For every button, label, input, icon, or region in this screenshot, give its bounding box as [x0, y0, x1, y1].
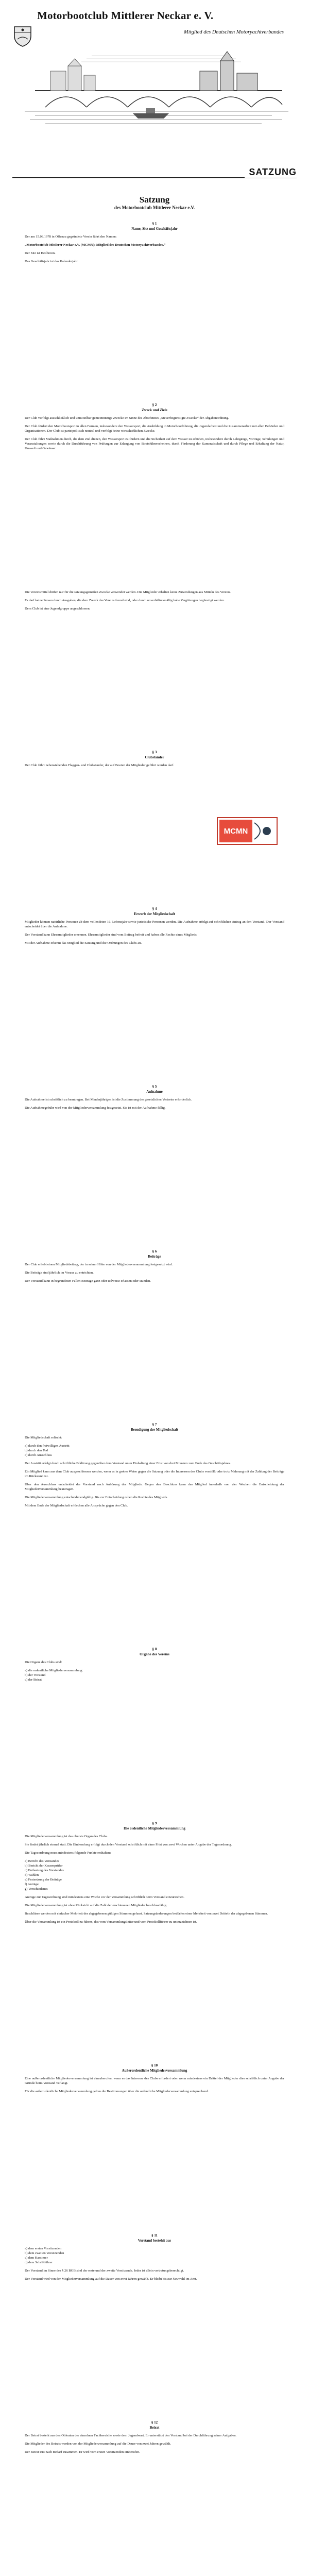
list-item: b) dem zweiten Vorsitzenden — [25, 2251, 64, 2255]
section — [25, 403, 284, 451]
section — [25, 222, 284, 264]
section-title: Beirat — [149, 2425, 160, 2430]
paragraph: Der Austritt erfolgt durch schriftliche Erklärung gegenüber dem Vorstand unter Einhaltung einer Frist von drei Monaten zum Ende des Geschäftsjahres. — [25, 1462, 231, 1466]
paragraph: Mit der Aufnahme erkennt das Mitglied die Satzung und die Ordnungen des Clubs an. — [25, 941, 142, 945]
paragraph: Dem Club ist eine Jugendgruppe angeschlossen. — [25, 607, 91, 611]
list-item: a) Bericht des Vorstandes — [25, 1859, 59, 1863]
section — [25, 907, 284, 945]
river-town-illustration — [14, 50, 299, 128]
paragraph: Der am 15.08.1978 in Offenau gegründete Verein führt den Namen: — [25, 235, 117, 239]
club-crest-icon — [12, 25, 33, 47]
paragraph: Über die Versammlung ist ein Protokoll zu führen, das vom Versammlungsleiter und vom Protokollführer zu unterzeichnen ist. — [25, 1920, 197, 1924]
list-item: c) dem Kassierer — [25, 2256, 48, 2260]
paragraph: Der Club fördert den Motorbootsport in allen Formen, insbesondere den Wassersport, die Ausbildung in Motorbootführung, die Jugendarbeit und die Zusammenarbeit mit allen Behörden und Organisationen. Der Club ist parteipolitisch neutral und verfolgt keine wirtschaftlichen Zwecke. — [25, 425, 284, 433]
section-title: Beiträge — [148, 1255, 161, 1259]
paragraph: Die Mitgliederversammlung ist das oberste Organ des Clubs. — [25, 1835, 108, 1839]
paragraph: Sie findet jährlich einmal statt. Die Einberufung erfolgt durch den Vorstand schriftlich mit einer Frist von zwei Wochen unter Angabe der Tagesordnung. — [25, 1843, 232, 1847]
paragraph: Der Club verfolgt ausschließlich und unmittelbar gemeinnützige Zwecke im Sinne des Abschnittes „Steuerbegünstigte Zwecke“ der Abgabenordnung. — [25, 416, 229, 420]
section-title: Aufnahme — [146, 1090, 163, 1094]
section — [25, 1422, 284, 1508]
list-item: b) Bericht der Kassenprüfer — [25, 1864, 63, 1868]
paragraph: Es darf keine Person durch Ausgaben, die dem Zweck des Vereins fremd sind, oder durch unverhältnismäßig hohe Vergütungen begünstigt werden. — [25, 599, 225, 603]
section — [25, 1084, 284, 1110]
section-title: Zweck und Ziele — [142, 408, 167, 413]
section-title: Vorstand bestehit aus — [138, 2238, 171, 2243]
enumeration-list — [25, 1444, 284, 1458]
paragraph: Die Tagesordnung muss mindestens folgende Punkte enthalten: — [25, 1851, 111, 1855]
paragraph: Der Vorstand im Sinne des § 26 BGB sind der erste und der zweite Vorsitzende. Jeder ist allein vertretungsberechtigt. — [25, 2268, 184, 2273]
enumeration-list — [25, 2246, 284, 2265]
paragraph: Der Sitz ist Heilbronn. — [25, 251, 56, 255]
section-number: § 7 — [152, 1422, 157, 1427]
paragraph: Mitglieder können natürliche Personen ab dem vollendeten 16. Lebensjahr sowie juristische Personen werden. Die Aufnahme erfolgt auf schriftlichen Antrag an den Vorstand. Der Vorstand entscheidet über die Aufnahme. — [25, 920, 284, 929]
section-title: Außerordentliche Mitgliederversammlung — [122, 2069, 187, 2073]
section-number: § 8 — [152, 1647, 157, 1652]
section — [25, 1249, 284, 1283]
section-number: § 4 — [152, 907, 157, 911]
paragraph: Ein Mitglied kann aus dem Club ausgeschlossen werden, wenn es in grober Weise gegen die Satzung oder die Interessen des Clubs verstößt oder trotz Mahnung mit der Zahlung der Beiträge im Rückstand ist. — [25, 1470, 284, 1479]
section — [25, 2063, 284, 2094]
section-title: Organe des Vereins — [140, 1652, 169, 1657]
section-title: Clubstander — [145, 755, 164, 760]
list-item: d) dem Schriftführer — [25, 2260, 53, 2264]
section — [25, 1647, 284, 1682]
list-item: a) dem ersten Vorsitzenden — [25, 2246, 62, 2250]
enumeration-list — [25, 1859, 284, 1891]
list-item: b) durch den Tod — [25, 1449, 48, 1453]
paragraph: Die Mitgliedschaft erlischt: — [25, 1436, 62, 1440]
paragraph: Der Club führt nebenstehenden Flaggen- und Clubstander, der auf Booten der Mitglieder geführt werden darf. — [25, 764, 175, 768]
list-item: a) die ordentliche Mitgliederversammlung — [25, 1669, 82, 1673]
list-item: c) Entlastung des Vorstandes — [25, 1869, 64, 1873]
paragraph: Die Aufnahme ist schriftlich zu beantragen. Bei Minderjährigen ist die Zustimmung der gesetzlichen Vertreter erforderlich. — [25, 1098, 192, 1102]
section — [25, 2233, 284, 2281]
section-number: § 3 — [152, 750, 157, 755]
document-subtitle: des Motorbootclub Mittlerer Neckar e.V. — [114, 205, 195, 210]
section-number: § 2 — [152, 403, 157, 408]
section-number: § 12 — [151, 2420, 158, 2425]
section — [25, 750, 284, 768]
paragraph: Der Club erhebt einen Mitgliedsbeitrag, der in seiner Höhe von der Mitgliederversammlung festgesetzt wird. — [25, 1263, 173, 1267]
document-title: Satzung — [139, 195, 170, 205]
paragraph: Die Organe des Clubs sind: — [25, 1660, 62, 1665]
paragraph: Anträge zur Tagesordnung sind mindestens eine Woche vor der Versammlung schriftlich beim Vorstand einzureichen. — [25, 1895, 185, 1900]
section-number: § 6 — [152, 1249, 157, 1254]
paragraph: Mit dem Ende der Mitgliedschaft erlöschen alle Ansprüche gegen den Club. — [25, 1504, 128, 1508]
list-item: d) Wahlen — [25, 1873, 39, 1877]
section-number: § 11 — [151, 2233, 158, 2238]
section-title: Die ordentliche Mitgliederversammlung — [124, 1826, 185, 1831]
section — [25, 1821, 284, 1924]
statute-body — [25, 222, 284, 2576]
section — [25, 590, 284, 611]
section-number: § 10 — [151, 2063, 158, 2068]
paragraph: Für die außerordentliche Mitgliederversammlung gelten die Bestimmungen über die ordentliche Mitgliederversammlung entsprechend. — [25, 2090, 209, 2094]
paragraph: Die Aufnahmegebühr wird von der Mitgliederversammlung festgesetzt. Sie ist mit der Aufnahme fällig. — [25, 1106, 166, 1110]
paragraph: Der Beirat tritt nach Bedarf zusammen. Er wird vom ersten Vorsitzenden einberufen. — [25, 2450, 140, 2454]
membership-note: Mitglied des Deutschen Motoryachtverbandes — [184, 29, 284, 35]
paragraph: Die Beiträge sind jährlich im Voraus zu entrichten. — [25, 1271, 94, 1275]
paragraph: Eine außerordentliche Mitgliederversammlung ist einzuberufen, wenn es das Interesse des Clubs erfordert oder wenn mindestens ein Drittel der Mitglieder dies schriftlich unter Angabe der Gründe beim Vorstand verlangt. — [25, 2077, 284, 2086]
list-item: g) Verschiedenes — [25, 1887, 48, 1891]
section-title: Beendigung der Mitgliedschaft — [130, 1428, 179, 1432]
section-number: § 1 — [152, 222, 157, 226]
paragraph: Der Vorstand wird von der Mitgliederversammlung auf die Dauer von zwei Jahren gewählt. Er bleibt bis zur Neuwahl im Amt. — [25, 2277, 197, 2281]
enumeration-list — [25, 1668, 284, 1682]
paragraph: Der Vorstand kann Ehrenmitglieder ernennen. Ehrenmitglieder sind vom Beitrag befreit und haben alle Rechte eines Mitglieds. — [25, 933, 198, 937]
paragraph: Beschlüsse werden mit einfacher Mehrheit der abgegebenen gültigen Stimmen gefasst. Satzungsänderungen bedürfen einer Mehrheit von zwei Dritteln der abgegebenen Stimmen. — [25, 1912, 268, 1916]
letterhead — [12, 9, 297, 128]
paragraph: Die Mitglieder des Beirats werden von der Mitgliederversammlung auf die Dauer von zwei Jahren gewählt. — [25, 2442, 171, 2446]
paragraph: Das Geschäftsjahr ist das Kalenderjahr. — [25, 260, 78, 263]
section — [25, 2420, 284, 2454]
list-item: b) der Vorstand — [25, 1673, 46, 1677]
list-item: c) durch Ausschluss — [25, 1453, 52, 1458]
list-item: a) durch den freiwilligen Austritt — [25, 1444, 70, 1448]
satzung-banner: SATZUNG — [245, 167, 297, 178]
paragraph: Die Mitgliederversammlung ist ohne Rücksicht auf die Zahl der erschienenen Mitglieder beschlussfähig. — [25, 1904, 167, 1908]
section-title: Name, Sitz und Geschäftsjahr — [131, 227, 178, 231]
list-item: e) Festsetzung der Beiträge — [25, 1878, 62, 1882]
section-title: Erwerb der Mitgliedschaft — [134, 912, 175, 917]
paragraph: Die Mitgliederversammlung entscheidet endgültig. Bis zur Entscheidung ruhen die Rechte des Mitglieds. — [25, 1496, 168, 1500]
pennant-text: MCMN — [224, 827, 248, 836]
section-number: § 9 — [152, 1821, 157, 1826]
paragraph: Der Vorstand kann in begründeten Fällen Beiträge ganz oder teilweise erlassen oder stunden. — [25, 1279, 151, 1283]
paragraph: Der Beirat besteht aus den Obleuten der einzelnen Fachbereiche sowie dem Jugendwart. Er unterstützt den Vorstand bei der Durchführung seiner Aufgaben. — [25, 2433, 237, 2437]
list-item: f) Anträge — [25, 1883, 39, 1887]
paragraph: „Motorbootclub Mittlerer Neckar e.V. (MCMN); Mitglied des Deutschen Motoryachtverbandes.“ — [25, 243, 166, 247]
paragraph: Über den Ausschluss entscheidet der Vorstand nach Anhörung des Mitglieds. Gegen den Beschluss kann das Mitglied innerhalb von vier Wochen die Entscheidung der Mitgliederversammlung beantragen. — [25, 1483, 284, 1492]
club-name: Motorbootclub Mittlerer Neckar e. V. — [37, 9, 214, 22]
list-item: c) der Beirat — [25, 1678, 42, 1682]
section-number: § 5 — [152, 1084, 157, 1089]
paragraph: Die Vereinsmittel dürfen nur für die satzungsgemäßen Zwecke verwendet werden. Die Mitglieder erhalten keine Zuwendungen aus Mitteln des Vereins. — [25, 590, 231, 595]
paragraph: Der Club führt Maßnahmen durch, die dem Ziel dienen, den Wassersport zu fördern und die Sicherheit auf dem Wasser zu erhöhen, insbesondere durch Lehrgänge, Vorträge, Schulungen und Veranstaltungen sowie durch die Durchführung von Prüfungen zur Erlangung von Bootsführerscheinen, durch Förderung der Kameradschaft und durch Pflege und Erhaltung der Natur, Umwelt und Gewässer. — [25, 437, 284, 451]
